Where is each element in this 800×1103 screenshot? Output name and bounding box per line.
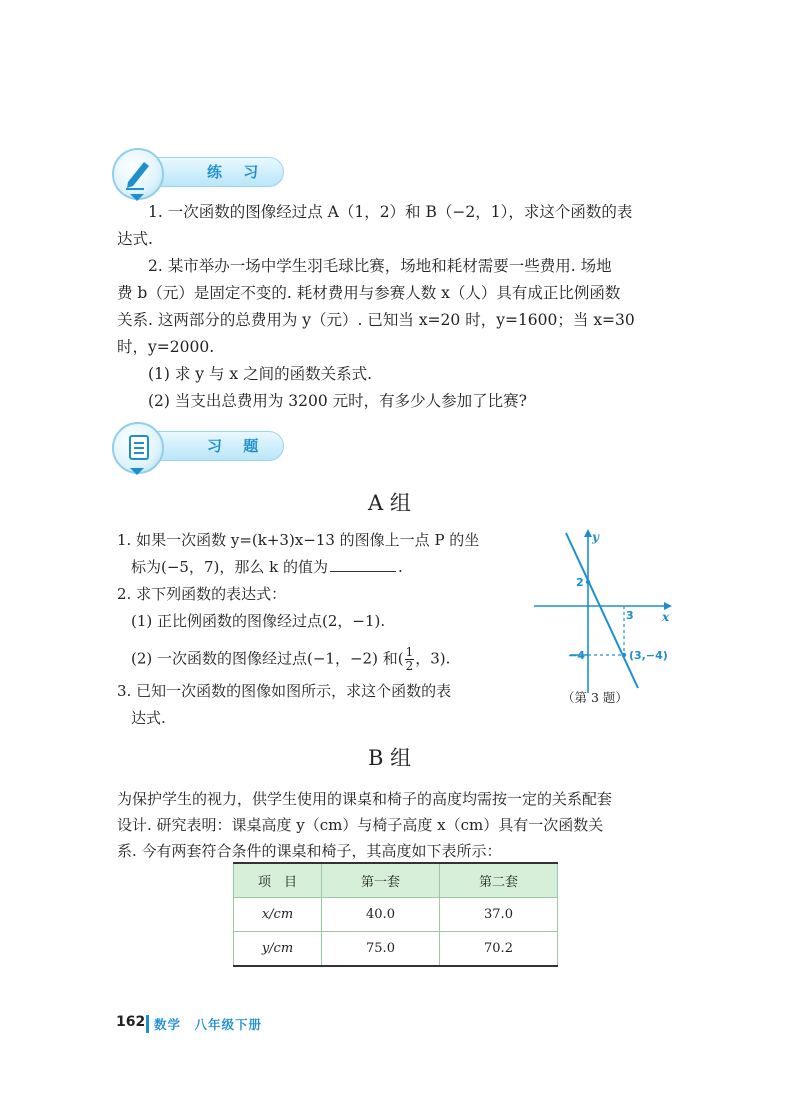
point-label: (3,−4)	[629, 649, 668, 662]
exercises-banner-pointer	[130, 468, 144, 475]
a3-line1: 3. 已知一次函数的图像如图所示，求这个函数的表	[117, 682, 452, 700]
practice-q2-line2: 费 b（元）是固定不变的. 耗材费用与参赛人数 x（人）具有成正比例函数	[117, 284, 621, 302]
a1-line2-text: 标为(−5，7)，那么 k 的值为	[131, 558, 328, 576]
y-axis-label: y	[592, 530, 599, 544]
label-3: 3	[626, 609, 634, 622]
a1-line1: 1. 如果一次函数 y=(k+3)x−13 的图像上一点 P 的坐	[117, 531, 480, 549]
table-cell: 40.0	[322, 898, 440, 932]
exercises-title: 习 题	[207, 437, 267, 455]
group-b-heading: B 组	[368, 746, 412, 770]
a1-line2	[131, 557, 403, 577]
table-cell: 37.0	[440, 898, 558, 932]
label-m4: −4	[568, 649, 585, 662]
table-header-row	[234, 863, 558, 898]
a1-line2-end: .	[398, 558, 403, 576]
a2-line2: (1) 正比例函数的图像经过点(2，−1).	[131, 612, 386, 630]
table-cell: y/cm	[234, 932, 322, 967]
practice-q2-sub1: (1) 求 y 与 x 之间的函数关系式.	[148, 365, 373, 383]
practice-q1-line2: 达式.	[117, 230, 153, 248]
table-cell: x/cm	[234, 898, 322, 932]
a3-line2: 达式.	[131, 709, 166, 727]
a2-line1: 2. 求下列函数的表达式：	[117, 585, 287, 603]
a2-line3-text: (2) 一次函数的图像经过点(−1，−2) 和(	[131, 649, 404, 668]
a3-figure-caption: （第 3 题）	[562, 690, 628, 705]
table-row	[234, 932, 558, 967]
x-axis-label: x	[662, 610, 670, 624]
table-header: 第二套	[440, 863, 558, 898]
group-a-heading: A 组	[368, 491, 411, 515]
table-cell: 75.0	[322, 932, 440, 967]
b-line2: 设计. 研究表明：课桌高度 y（cm）与椅子高度 x（cm）具有一次函数关	[117, 816, 604, 834]
a1-answer-blank[interactable]	[330, 557, 396, 572]
a2-fraction	[405, 646, 415, 673]
practice-banner	[112, 154, 282, 190]
a3-graph-figure	[530, 525, 680, 700]
point-3-m4	[622, 653, 626, 657]
a2-frac-den: 2	[405, 659, 414, 673]
desk-chair-table	[233, 862, 558, 967]
notebook-icon	[112, 422, 164, 474]
table-row	[234, 898, 558, 932]
practice-banner-pointer	[130, 194, 144, 201]
exercises-banner	[112, 428, 282, 464]
page-number: 162	[116, 1014, 146, 1030]
practice-q2-line1: 2. 某市举办一场中学生羽毛球比赛，场地和耗材需要一些费用. 场地	[148, 257, 612, 275]
table-header: 第一套	[322, 863, 440, 898]
intercept-point	[586, 580, 590, 584]
a2-line3	[131, 646, 450, 673]
table-header: 项 目	[234, 863, 322, 898]
b-line1: 为保护学生的视力，供学生使用的课桌和椅子的高度均需按一定的关系配套	[117, 790, 613, 808]
practice-q2-line3: 关系. 这两部分的总费用为 y（元）. 已知当 x=20 时，y=1600；当 x=30	[117, 311, 635, 329]
b-line3: 系. 今有两套符合条件的课桌和椅子，其高度如下表所示：	[117, 842, 502, 860]
practice-q2-line4: 时，y=2000.	[117, 338, 215, 356]
practice-title: 练 习	[207, 163, 267, 181]
pencil-icon	[112, 148, 164, 200]
x-axis-arrow	[664, 602, 672, 610]
table-cell: 70.2	[440, 932, 558, 967]
label-2: 2	[576, 576, 584, 589]
y-axis-arrow	[584, 529, 592, 537]
practice-q1-line1: 1. 一次函数的图像经过点 A（1，2）和 B（−2，1），求这个函数的表	[148, 203, 633, 221]
practice-q2-sub2: (2) 当支出总费用为 3200 元时，有多少人参加了比赛?	[148, 392, 527, 410]
book-title: 数学 八年级下册	[154, 1017, 263, 1032]
footer-divider	[146, 1015, 149, 1033]
a2-frac-num: 1	[405, 645, 414, 659]
a2-line3-tail: ，3).	[415, 649, 451, 668]
